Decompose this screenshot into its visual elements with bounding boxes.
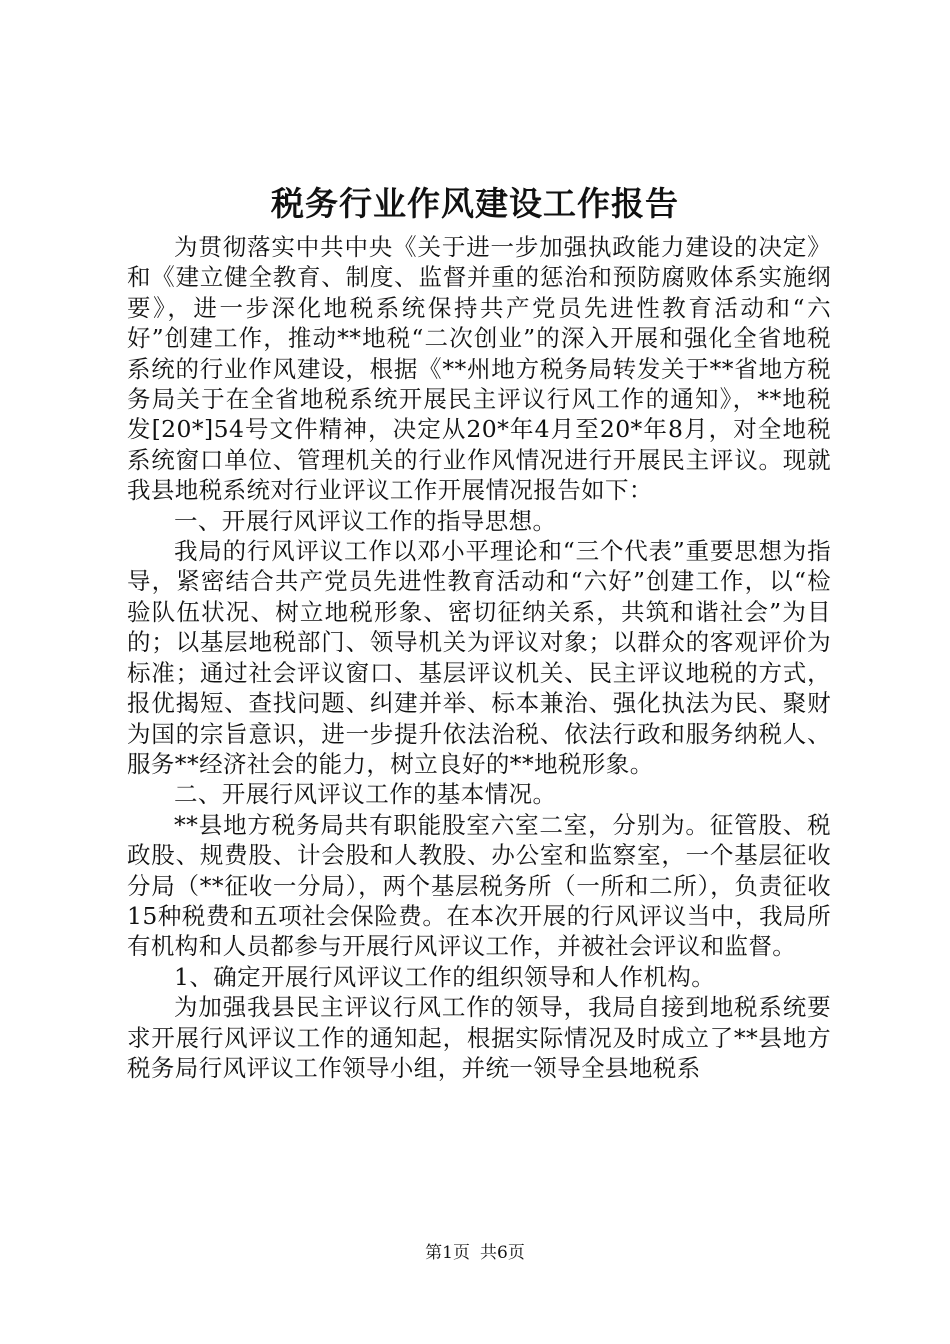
- page-footer: [0, 1241, 950, 1265]
- paragraph: 为贯彻落实中共中央《关于进一步加强执政能力建设的决定》和《建立健全教育、制度、监督并重的惩治和预防腐败体系实施纲要》，进一步深化地税系统保持共产党员先进性教育活动和“六好”创建工作，推动**地税“二次创业”的深入开展和强化全省地税系统的行业作风建设，根据《**州地方税务局转发关于**省地方税务局关于在全省地税系统开展民主评议行风工作的通知》，**地税发[20*]54号文件精神，决定从20*年4月至20*年8月，对全地税系统窗口单位、管理机关的行业作风情况进行开展民主评议。现就我县地税系统对行业评议工作开展情况报告如下：: [127, 233, 831, 505]
- section-heading: 二、开展行风评议工作的基本情况。: [174, 780, 557, 809]
- page-total: 共6页: [480, 1243, 525, 1263]
- section-heading: 一、开展行风评议工作的指导思想。: [174, 506, 557, 535]
- paragraph: 为加强我县民主评议行风工作的领导，我局自接到地税系统要求开展行风评议工作的通知起，根据实际情况及时成立了**县地方税务局行风评议工作领导小组，并统一领导全县地税系: [127, 993, 831, 1082]
- paragraph: **县地方税务局共有职能股室六室二室，分别为。征管股、税政股、规费股、计会股和人教股、办公室和监察室，一个基层征收分局（**征收一分局），两个基层税务所（一所和二所），负责征收15种税费和五项社会保险费。在本次开展的行风评议当中，我局所有机构和人员都参与开展行风评议工作，并被社会评议和监督。: [127, 810, 831, 961]
- document-title: 税务行业作风建设工作报告: [271, 184, 679, 223]
- subsection-heading: 1、确定开展行风评议工作的组织领导和人作机构。: [174, 962, 716, 991]
- document-body: [127, 232, 831, 1083]
- paragraph: 我局的行风评议工作以邓小平理论和“三个代表”重要思想为指导，紧密结合共产党员先进性教育活动和“六好”创建工作，以“检验队伍状况、树立地税形象、密切征纳关系，共筑和谐社会”为目的；以基层地税部门、领导机关为评议对象；以群众的客观评价为标准；通过社会评议窗口、基层评议机关、民主评议地税的方式，报优揭短、查找问题、纠建并举、标本兼治、强化执法为民、聚财为国的宗旨意识，进一步提升依法治税、依法行政和服务纳税人、服务**经济社会的能力，树立良好的**地税形象。: [127, 537, 831, 778]
- page-number: 第1页: [425, 1243, 470, 1263]
